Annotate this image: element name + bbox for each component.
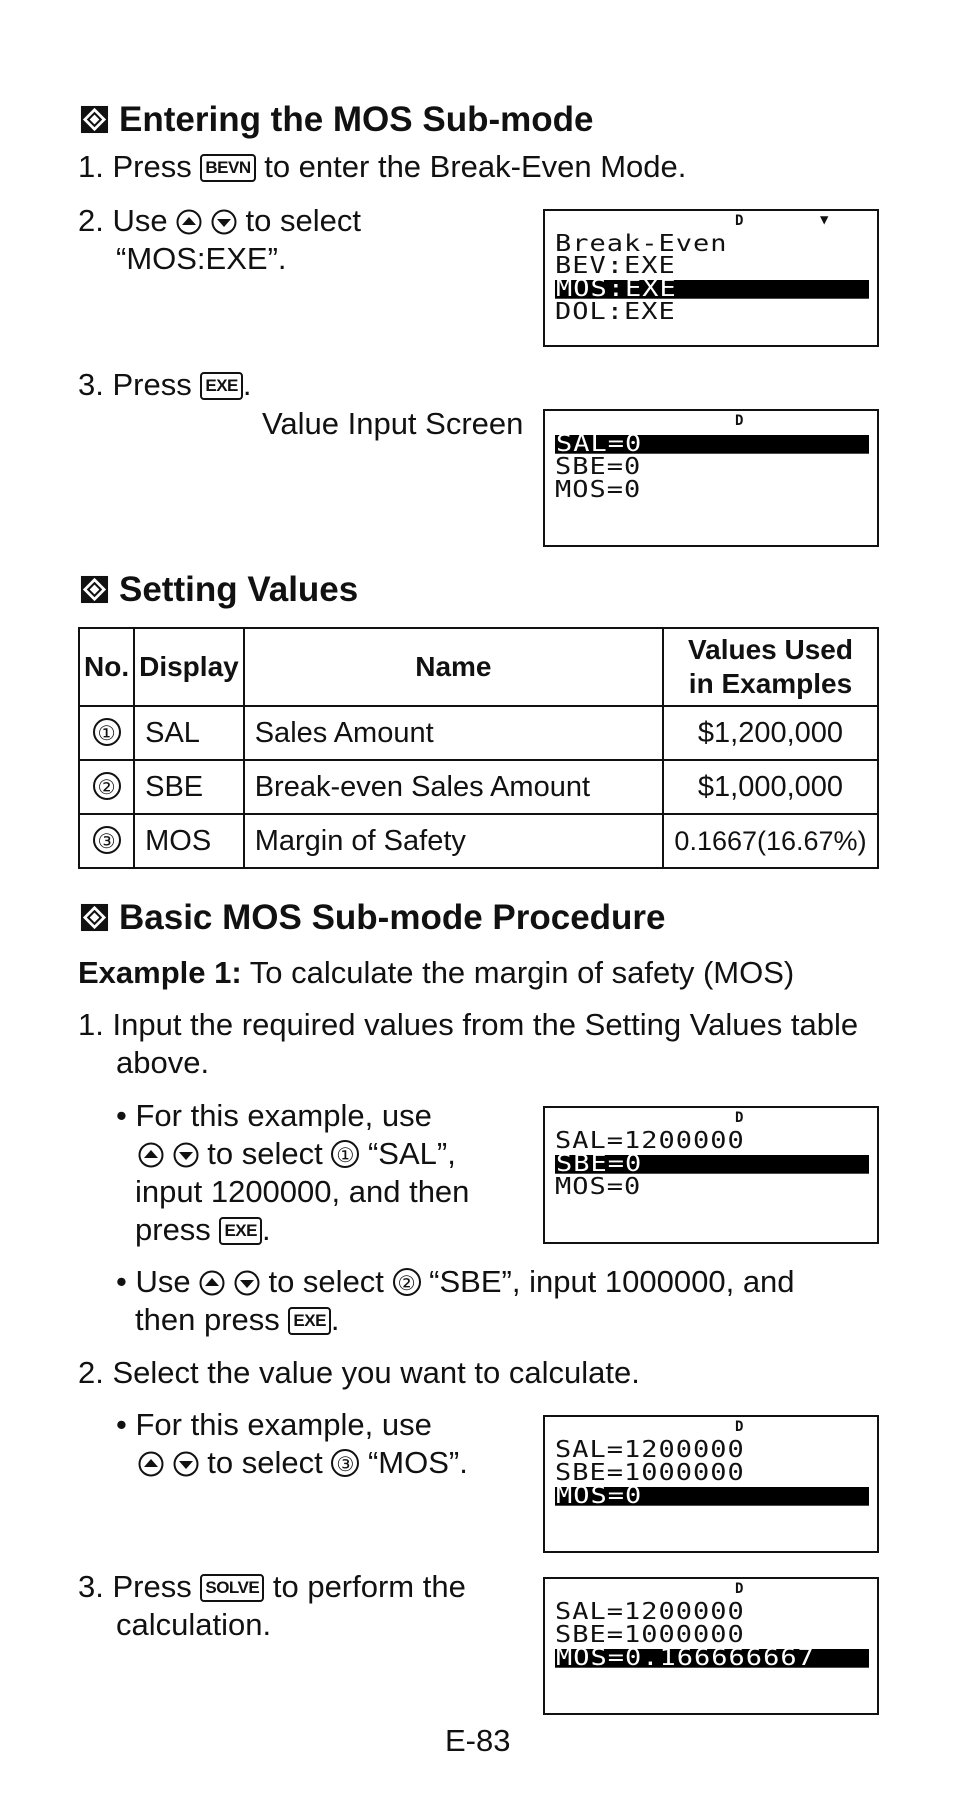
example-step-3-line2: calculation. bbox=[116, 1607, 272, 1642]
value-input-screen-label: Value Input Screen bbox=[262, 406, 524, 441]
col-header-values: Values Used in Examples bbox=[663, 628, 878, 706]
down-arrow-key-icon bbox=[173, 1451, 199, 1477]
cell-name: Break-even Sales Amount bbox=[244, 760, 663, 814]
lcd-line-selected: MOS:EXE bbox=[555, 280, 869, 299]
bullet-2-line2: then press EXE . bbox=[135, 1302, 340, 1337]
up-arrow-key-icon bbox=[176, 209, 202, 235]
section-heading-basic: Basic MOS Sub-mode Procedure bbox=[80, 898, 666, 938]
step-2: 2. Use to select bbox=[78, 203, 361, 238]
lcd-screen-sal-entered bbox=[543, 1106, 879, 1244]
cell-name: Margin of Safety bbox=[244, 814, 663, 868]
col-header-no: No. bbox=[79, 628, 134, 706]
up-arrow-key-icon bbox=[138, 1142, 164, 1168]
section-heading-entering: Entering the MOS Sub-mode bbox=[80, 100, 593, 140]
cell-no: ① bbox=[79, 706, 134, 760]
bullet-1-line3: input 1200000, and then bbox=[135, 1174, 470, 1209]
down-arrow-key-icon bbox=[234, 1270, 260, 1296]
lcd-line: SAL=1200000 bbox=[555, 1598, 745, 1626]
bevn-key: BEVN bbox=[200, 154, 255, 182]
cell-display: SBE bbox=[134, 760, 244, 814]
cell-value: 0.1667(16.67%) bbox=[663, 814, 878, 868]
up-arrow-key-icon bbox=[138, 1451, 164, 1477]
example-line: Example 1: To calculate the margin of safety (MOS) bbox=[78, 955, 795, 990]
lcd-line: SBE=1000000 bbox=[555, 1459, 745, 1487]
lcd-line: SBE=0 bbox=[555, 453, 642, 481]
lcd-line: DOL:EXE bbox=[555, 298, 676, 326]
d-indicator: D bbox=[735, 1110, 744, 1126]
down-arrow-key-icon bbox=[173, 1142, 199, 1168]
lcd-line-result: MOS=0.166666667 bbox=[555, 1649, 869, 1668]
lcd-screen-mos-result bbox=[543, 1577, 879, 1715]
d-indicator: D bbox=[735, 1419, 744, 1435]
lcd-line-selected: SAL=0 bbox=[555, 435, 869, 454]
d-indicator: D bbox=[735, 413, 744, 429]
section-heading-setting: Setting Values bbox=[80, 570, 358, 610]
cell-value: $1,000,000 bbox=[663, 760, 878, 814]
example-step-3: 3. Press SOLVE to perform the bbox=[78, 1569, 466, 1604]
scroll-down-indicator: ▼ bbox=[820, 212, 829, 228]
d-indicator: D bbox=[735, 1581, 744, 1597]
page-number: E-83 bbox=[445, 1723, 511, 1758]
exe-key: EXE bbox=[288, 1307, 331, 1335]
lcd-line: MOS=0 bbox=[555, 1173, 642, 1201]
bullet-2-line1: • Use to select ② “SBE”, input 1000000, and bbox=[116, 1264, 795, 1299]
lcd-line: BEV:EXE bbox=[555, 252, 676, 280]
setting-values-table bbox=[78, 627, 879, 869]
step-3: 3. Press EXE . bbox=[78, 367, 252, 402]
table-row bbox=[79, 760, 878, 814]
d-indicator: D bbox=[735, 213, 744, 229]
col-header-display: Display bbox=[134, 628, 244, 706]
lcd-screen-value-input bbox=[543, 409, 879, 547]
cell-display: MOS bbox=[134, 814, 244, 868]
step-1: 1. Press BEVN to enter the Break-Even Mode. bbox=[78, 149, 687, 184]
solve-key: SOLVE bbox=[200, 1574, 264, 1602]
bullet-3-line1: • For this example, use bbox=[116, 1407, 432, 1442]
cell-no: ③ bbox=[79, 814, 134, 868]
up-arrow-key-icon bbox=[199, 1270, 225, 1296]
lcd-line-selected: MOS=0 bbox=[555, 1487, 869, 1506]
lcd-line: SAL=1200000 bbox=[555, 1127, 745, 1155]
table-header-row bbox=[79, 628, 878, 706]
diamond-marker-icon bbox=[80, 575, 109, 604]
cell-display: SAL bbox=[134, 706, 244, 760]
example-step-2: 2. Select the value you want to calculate. bbox=[78, 1355, 640, 1390]
diamond-marker-icon bbox=[80, 903, 109, 932]
lcd-screen-break-even-menu bbox=[543, 209, 879, 347]
table-row bbox=[79, 706, 878, 760]
bullet-3-line2: to select ③ “MOS”. bbox=[138, 1444, 468, 1482]
lcd-line: SBE=1000000 bbox=[555, 1621, 745, 1649]
lcd-line: MOS=0 bbox=[555, 476, 642, 504]
bullet-1-line4: press EXE . bbox=[135, 1212, 271, 1247]
table-row bbox=[79, 814, 878, 868]
exe-key: EXE bbox=[219, 1217, 262, 1245]
cell-no: ② bbox=[79, 760, 134, 814]
bullet-1-line2: to select ① “SAL”, bbox=[138, 1135, 456, 1173]
lcd-line-selected: SBE=0 bbox=[555, 1155, 869, 1174]
example-step-1-line2: above. bbox=[116, 1045, 210, 1080]
diamond-marker-icon bbox=[80, 105, 109, 134]
lcd-line: SAL=1200000 bbox=[555, 1436, 745, 1464]
exe-key: EXE bbox=[200, 372, 243, 400]
down-arrow-key-icon bbox=[211, 209, 237, 235]
cell-value: $1,200,000 bbox=[663, 706, 878, 760]
cell-name: Sales Amount bbox=[244, 706, 663, 760]
example-step-1: 1. Input the required values from the Setting Values table bbox=[78, 1007, 859, 1042]
lcd-line: Break-Even bbox=[555, 230, 728, 258]
bullet-1-line1: • For this example, use bbox=[116, 1098, 432, 1133]
col-header-name: Name bbox=[244, 628, 663, 706]
step-2-line2: “MOS:EXE”. bbox=[116, 241, 287, 276]
lcd-screen-mos-selected bbox=[543, 1415, 879, 1553]
